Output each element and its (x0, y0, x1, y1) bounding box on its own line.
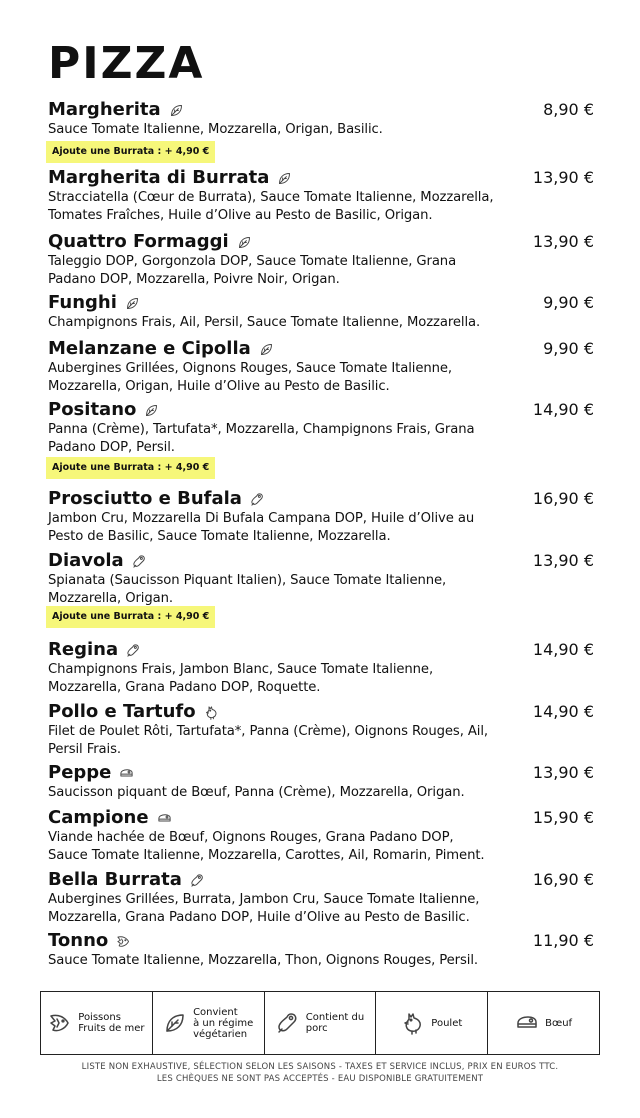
legend-label: Poulet (431, 1017, 463, 1029)
description-line: Taleggio DOP, Gorgonzola DOP, Sauce Tomate Italienne, Grana (48, 254, 457, 269)
burrata-addon-badge: Ajoute une Burrata : + 4,90 € (46, 141, 215, 163)
leaf-icon (125, 296, 140, 311)
menu-item-header (48, 807, 594, 829)
menu-item-price: 13,90 € (532, 232, 594, 251)
description-line: Filet de Poulet Rôti, Tartufata*, Panna (Crème), Oignons Rouges, Ail, (48, 724, 489, 739)
description-line: Sauce Tomate Italienne, Mozzarella, Origan, Basilic. (48, 122, 383, 137)
menu-item-price: 16,90 € (532, 489, 594, 508)
menu-item-header (48, 99, 594, 121)
description-line: Mozzarella, Grana Padano DOP, Roquette. (48, 679, 321, 695)
menu-item-price: 16,90 € (532, 870, 594, 889)
beef-icon (515, 1011, 539, 1035)
beef-icon (157, 811, 172, 826)
menu-item-price: 13,90 € (532, 168, 594, 187)
ham-icon (126, 643, 141, 658)
menu-item-name: Margherita di Burrata (48, 167, 270, 188)
menu-item-price: 9,90 € (543, 293, 594, 312)
fish-icon (116, 934, 131, 949)
menu-item-description (48, 360, 526, 395)
ham-icon (190, 873, 205, 888)
legend-item (487, 992, 599, 1054)
menu-item-name: Pollo e Tartufo (48, 701, 196, 722)
menu-item-name: Funghi (48, 292, 117, 313)
menu-item-description (48, 723, 526, 758)
legend-item (264, 992, 376, 1054)
description-line: Padano DOP, Persil. (48, 439, 175, 455)
dietary-legend (40, 991, 600, 1055)
menu-item-name: Campione (48, 807, 149, 828)
menu-item-header (48, 639, 594, 661)
menu-item-price: 15,90 € (532, 808, 594, 827)
menu-item-price: 13,90 € (532, 763, 594, 782)
menu-item-description (48, 421, 526, 456)
description-line: Sauce Tomate Italienne, Mozzarella, Thon, Oignons Rouges, Persil. (48, 953, 478, 968)
description-line: Tomates Fraîches, Huile d’Olive au Pesto de Basilic, Origan. (48, 207, 433, 223)
menu-item-description (48, 314, 526, 332)
ham-icon (250, 492, 265, 507)
menu-item-description (48, 253, 526, 288)
menu-item-name: Bella Burrata (48, 869, 182, 890)
menu-item (48, 869, 594, 926)
menu-item-header (48, 399, 594, 421)
menu-item (48, 338, 594, 395)
description-line: Mozzarella, Grana Padano DOP, Huile d’Olive au Pesto de Basilic. (48, 909, 470, 925)
description-line: Stracciatella (Cœur de Burrata), Sauce Tomate Italienne, Mozzarella, (48, 190, 494, 205)
legend-label: Convient à un régime végétarien (193, 1006, 254, 1040)
menu-item (48, 701, 594, 758)
menu-item-name: Prosciutto e Bufala (48, 488, 242, 509)
legend-label: Bœuf (545, 1017, 573, 1029)
menu-item-name: Margherita (48, 99, 161, 120)
description-line: Champignons Frais, Ail, Persil, Sauce Tomate Italienne, Mozzarella. (48, 315, 481, 330)
menu-item-description (48, 784, 526, 802)
leaf-icon (169, 103, 184, 118)
menu-item-name: Positano (48, 399, 137, 420)
menu-item-description (48, 121, 526, 139)
menu-item-name: Tonno (48, 930, 109, 951)
description-line: Spianata (Saucisson Piquant Italien), Sauce Tomate Italienne, (48, 573, 447, 588)
menu-item-description (48, 572, 526, 607)
description-line: Champignons Frais, Jambon Blanc, Sauce Tomate Italienne, (48, 662, 434, 677)
menu-item-header (48, 292, 594, 314)
leaf-icon (259, 342, 274, 357)
menu-item-header (48, 701, 594, 723)
description-line: Padano DOP, Mozzarella, Poivre Noir, Origan. (48, 271, 340, 287)
description-line: Viande hachée de Bœuf, Oignons Rouges, Grana Padano DOP, (48, 830, 454, 845)
leaf-icon (163, 1011, 187, 1035)
menu-item-header (48, 231, 594, 253)
menu-item-price: 8,90 € (543, 100, 594, 119)
footer-line: LISTE NON EXHAUSTIVE, SÉLECTION SELON LES SAISONS - TAXES ET SERVICE INCLUS, PRIX EN EUROS TTC. (81, 1062, 559, 1072)
description-line: Panna (Crème), Tartufata*, Mozzarella, Champignons Frais, Grana (48, 422, 475, 437)
legend-label: Poissons Fruits de mer (78, 1012, 145, 1034)
menu-item-header (48, 762, 594, 784)
menu-item-price: 14,90 € (532, 640, 594, 659)
menu-item (48, 231, 594, 288)
menu-item-header (48, 338, 594, 360)
menu-item-header (48, 550, 594, 572)
menu-item (48, 488, 594, 545)
legend-label: Contient du porc (305, 1012, 365, 1034)
menu-item-price: 14,90 € (532, 702, 594, 721)
fish-icon (48, 1011, 72, 1035)
menu-item (48, 930, 594, 970)
description-line: Saucisson piquant de Bœuf, Panna (Crème), Mozzarella, Origan. (48, 785, 465, 800)
menu-item (48, 550, 594, 607)
footer-line: LES CHÈQUES NE SONT PAS ACCEPTÉS - EAU DISPONIBLE GRATUITEMENT (156, 1074, 484, 1084)
menu-item (48, 762, 594, 802)
menu-item-description (48, 189, 526, 224)
menu-item-name: Peppe (48, 762, 112, 783)
menu-item (48, 99, 594, 139)
legend-item (41, 992, 152, 1054)
menu-item (48, 639, 594, 696)
description-line: Pesto de Basilic, Sauce Tomate Italienne, Mozzarella. (48, 528, 391, 544)
leaf-icon (237, 235, 252, 250)
description-line: Aubergines Grillées, Burrata, Jambon Cru, Sauce Tomate Italienne, (48, 892, 480, 907)
leaf-icon (144, 403, 159, 418)
menu-item-description (48, 829, 526, 864)
menu-item (48, 292, 594, 332)
description-line: Persil Frais. (48, 741, 121, 757)
description-line: Aubergines Grillées, Oignons Rouges, Sauce Tomate Italienne, (48, 361, 452, 376)
description-line: Mozzarella, Origan. (48, 590, 173, 606)
legend-item (375, 992, 487, 1054)
menu-item-price: 11,90 € (532, 931, 594, 950)
menu-item-description (48, 661, 526, 696)
menu-item (48, 399, 594, 456)
menu-item-header (48, 488, 594, 510)
description-line: Sauce Tomate Italienne, Mozzarella, Carottes, Ail, Romarin, Piment. (48, 847, 485, 863)
menu-item-description (48, 952, 526, 970)
menu-item-name: Melanzane e Cipolla (48, 338, 251, 359)
menu-item-price: 14,90 € (532, 400, 594, 419)
menu-item-name: Diavola (48, 550, 124, 571)
burrata-addon-badge: Ajoute une Burrata : + 4,90 € (46, 457, 215, 479)
menu-item-name: Quattro Formaggi (48, 231, 229, 252)
ham-icon (276, 1011, 300, 1035)
menu-item-header (48, 930, 594, 952)
menu-item (48, 167, 594, 224)
chicken-icon (204, 705, 219, 720)
description-line: Mozzarella, Origan, Huile d’Olive au Pesto de Basilic. (48, 378, 390, 394)
legend-item (152, 992, 264, 1054)
menu-item (48, 807, 594, 864)
page-title: PIZZA (48, 38, 205, 89)
ham-icon (132, 554, 147, 569)
description-line: Jambon Cru, Mozzarella Di Bufala Campana DOP, Huile d’Olive au (48, 511, 475, 526)
footer-notes (0, 1061, 640, 1085)
menu-item-description (48, 891, 526, 926)
menu-item-price: 13,90 € (532, 551, 594, 570)
menu-item-name: Regina (48, 639, 119, 660)
leaf-icon (277, 171, 292, 186)
menu-item-description (48, 510, 526, 545)
burrata-addon-badge: Ajoute une Burrata : + 4,90 € (46, 606, 215, 628)
menu-item-header (48, 167, 594, 189)
chicken-icon (401, 1011, 425, 1035)
menu-item-header (48, 869, 594, 891)
menu-item-price: 9,90 € (543, 339, 594, 358)
beef-icon (119, 766, 134, 781)
